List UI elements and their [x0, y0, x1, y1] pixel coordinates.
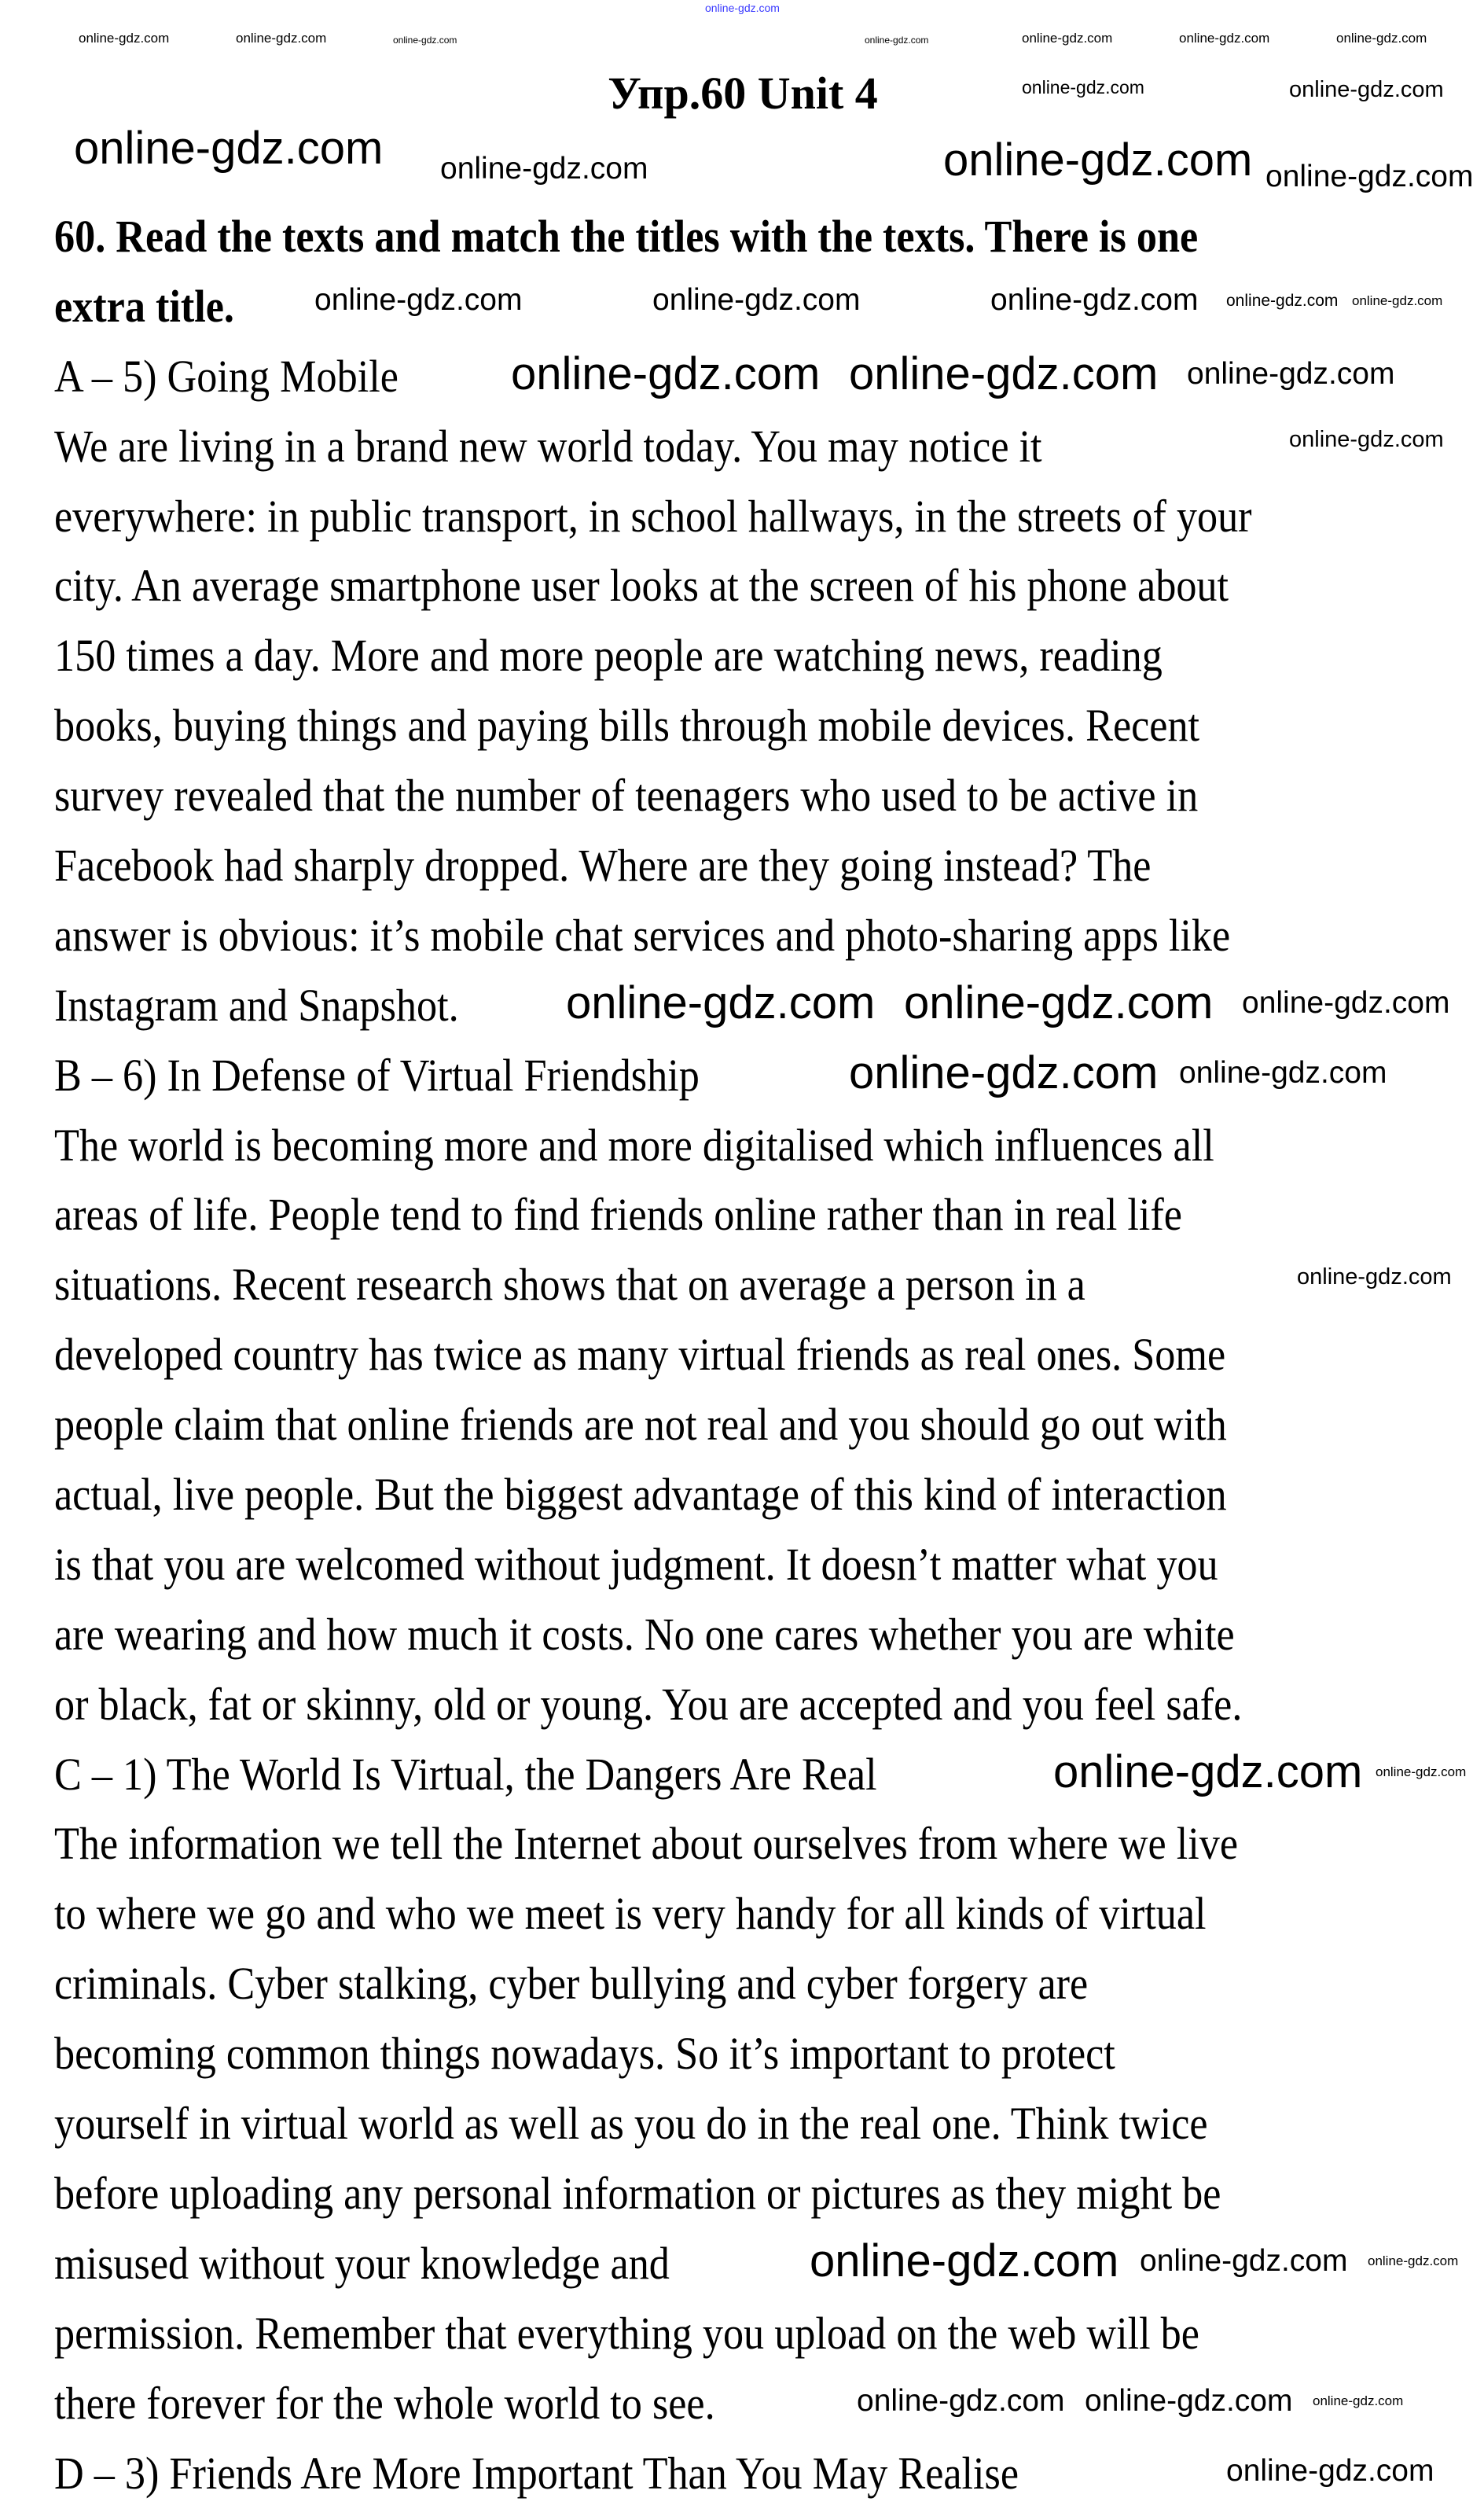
- text-line: or black, fat or skinny, old or young. You are accepted and you feel safe.: [54, 1678, 1243, 1730]
- text-line: yourself in virtual world as well as you do in the real one. Think twice: [54, 2098, 1208, 2150]
- text-line: situations. Recent research shows that on average a person in a: [54, 1259, 1085, 1311]
- text-line: answer is obvious: it’s mobile chat services and photo-sharing apps like: [54, 909, 1231, 961]
- text-line: actual, live people. But the biggest advantage of this kind of interaction: [54, 1469, 1227, 1521]
- watermark: online-gdz.com: [1297, 1264, 1452, 1289]
- watermark: online-gdz.com: [1179, 1056, 1387, 1090]
- text-line: everywhere: in public transport, in school hallways, in the streets of your: [54, 490, 1252, 542]
- text-line: city. An average smartphone user looks at the screen of his phone about: [54, 560, 1229, 612]
- watermark: online-gdz.com: [904, 977, 1214, 1028]
- text-line: people claim that online friends are not real and you should go out with: [54, 1399, 1227, 1451]
- watermark: online-gdz.com: [1226, 2454, 1434, 2488]
- watermark: online-gdz.com: [705, 2, 780, 14]
- text-line: 150 times a day. More and more people are watching news, reading: [54, 630, 1163, 682]
- watermark: online-gdz.com: [1140, 2244, 1348, 2278]
- text-line: are wearing and how much it costs. No one cares whether you are white: [54, 1608, 1235, 1660]
- watermark: online-gdz.com: [810, 2235, 1119, 2286]
- answer-heading-a: A – 5) Going Mobile: [54, 350, 399, 402]
- text-line: books, buying things and paying bills through mobile devices. Recent: [54, 700, 1200, 752]
- watermark: online-gdz.com: [1376, 1764, 1467, 1779]
- page-title: Упр.60 Unit 4: [608, 68, 878, 119]
- text-line: areas of life. People tend to find friends online rather than in real life: [54, 1189, 1182, 1241]
- instruction-line: extra title.: [54, 280, 234, 332]
- text-line: developed country has twice as many virtual friends as real ones. Some: [54, 1329, 1226, 1381]
- watermark: online-gdz.com: [1289, 77, 1444, 102]
- text-line: The world is becoming more and more digitalised which influences all: [54, 1119, 1214, 1171]
- watermark: online-gdz.com: [1022, 77, 1144, 97]
- text-line: is that you are welcomed without judgment. It doesn’t matter what you: [54, 1538, 1218, 1590]
- watermark: online-gdz.com: [943, 134, 1253, 186]
- watermark: online-gdz.com: [849, 348, 1159, 399]
- text-line: The information we tell the Internet about ourselves from where we live: [54, 1818, 1239, 1870]
- text-line: Facebook had sharply dropped. Where are they going instead? The: [54, 840, 1152, 892]
- watermark: online-gdz.com: [1085, 2384, 1293, 2418]
- watermark: online-gdz.com: [865, 35, 929, 46]
- text-line: before uploading any personal information or pictures as they might be: [54, 2167, 1221, 2219]
- watermark: online-gdz.com: [511, 348, 821, 399]
- watermark: online-gdz.com: [1242, 986, 1450, 1020]
- watermark: online-gdz.com: [79, 31, 170, 46]
- text-line: there forever for the whole world to see.: [54, 2377, 715, 2429]
- text-line: criminals. Cyber stalking, cyber bullying and cyber forgery are: [54, 1958, 1089, 2010]
- watermark: online-gdz.com: [1226, 292, 1339, 310]
- watermark: online-gdz.com: [566, 977, 876, 1028]
- watermark: online-gdz.com: [1187, 357, 1395, 391]
- instruction-line: 60. Read the texts and match the titles with the texts. There is one: [54, 211, 1199, 262]
- watermark: online-gdz.com: [849, 1047, 1159, 1098]
- watermark: online-gdz.com: [1053, 1746, 1363, 1797]
- text-line: Instagram and Snapshot.: [54, 979, 459, 1031]
- text-line: to where we go and who we meet is very handy for all kinds of virtual: [54, 1888, 1207, 1940]
- watermark: online-gdz.com: [1336, 31, 1427, 46]
- text-line: We are living in a brand new world today. You may notice it: [54, 420, 1042, 472]
- watermark: online-gdz.com: [1265, 160, 1474, 193]
- answer-heading-b: B – 6) In Defense of Virtual Friendship: [54, 1049, 700, 1101]
- watermark: online-gdz.com: [1313, 2393, 1404, 2408]
- text-line: misused without your knowledge and: [54, 2237, 670, 2289]
- text-line: permission. Remember that everything you upload on the web will be: [54, 2307, 1199, 2359]
- watermark: online-gdz.com: [74, 123, 384, 174]
- text-line: becoming common things nowadays. So it’s important to protect: [54, 2028, 1115, 2080]
- watermark: online-gdz.com: [1368, 2253, 1459, 2268]
- watermark: online-gdz.com: [1352, 293, 1443, 308]
- answer-heading-c: C – 1) The World Is Virtual, the Dangers Are Real: [54, 1748, 877, 1800]
- watermark: online-gdz.com: [990, 283, 1199, 317]
- answer-heading-d: D – 3) Friends Are More Important Than You May Realise: [54, 2447, 1019, 2499]
- watermark: online-gdz.com: [1179, 31, 1270, 46]
- watermark: online-gdz.com: [652, 283, 861, 317]
- watermark: online-gdz.com: [393, 35, 457, 46]
- text-line: survey revealed that the number of teenagers who used to be active in: [54, 770, 1199, 822]
- watermark: online-gdz.com: [857, 2384, 1065, 2418]
- watermark: online-gdz.com: [1289, 427, 1444, 452]
- watermark: online-gdz.com: [236, 31, 327, 46]
- watermark: online-gdz.com: [314, 283, 523, 317]
- watermark: online-gdz.com: [440, 152, 648, 186]
- document-body: [54, 202, 1252, 2508]
- watermark: online-gdz.com: [1022, 31, 1113, 46]
